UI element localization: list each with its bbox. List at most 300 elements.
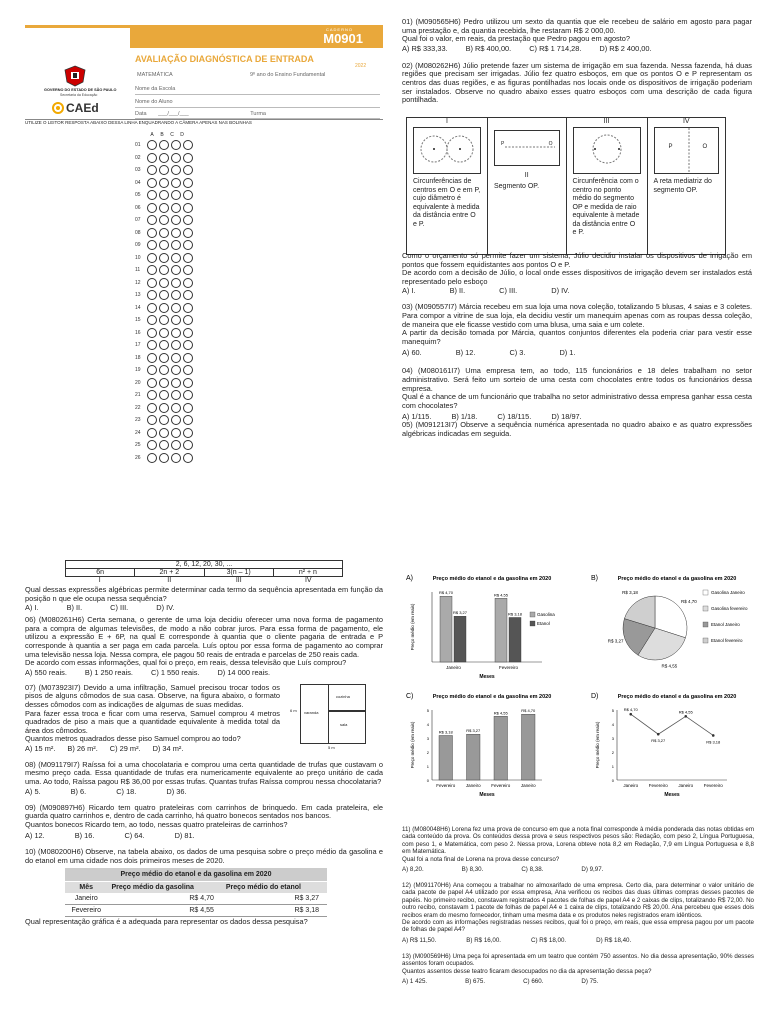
answer-row	[135, 452, 195, 465]
letters-header: A B C D	[150, 131, 184, 138]
answer-bubble-c[interactable]	[171, 328, 181, 338]
data-label: R$ 4,55	[678, 709, 693, 715]
data-label: R$ 4,70	[438, 590, 454, 596]
answer-bubble-d[interactable]	[183, 190, 193, 200]
chart-title: Preço médio do etanol e da gasolina em 2020	[617, 694, 737, 700]
x-tick-label: Fevereiro	[436, 783, 456, 788]
answer-bubble-b[interactable]	[159, 428, 169, 438]
answer-bubble-b[interactable]	[159, 365, 169, 375]
data-label: R$ 3,27	[651, 738, 666, 744]
y-tick-label: 2	[611, 750, 614, 755]
chart-x-label: Meses	[664, 792, 680, 798]
answer-bubble-a[interactable]	[147, 303, 157, 313]
q09-text: 09) (M090897H6) Ricardo tem quatro prateleiras com carrinhos de brinquedo. Em cada prateleira, ele guarda quatro carrinhos e, dentro de cada carrinho, há quatro bonecos sentados nos bancos.	[25, 802, 383, 821]
answer-row-number: 05	[135, 192, 141, 199]
answer-bubble-d[interactable]	[183, 153, 193, 163]
answer-bubble-b[interactable]	[159, 153, 169, 163]
scan-instruction: UTILIZE O LEITOR RESPOSTA ABAIXO DESSA LINHA ENQUADRANDO A CÂMERA APENAS NAS BOLINHAS	[25, 119, 383, 125]
answer-row-number: 10	[135, 254, 141, 261]
right-top-column-2	[402, 252, 752, 439]
answer-bubble-b[interactable]	[159, 303, 169, 313]
answer-bubble-b[interactable]	[159, 315, 169, 325]
answer-bubble-a[interactable]	[147, 340, 157, 350]
y-tick-label: 5	[611, 708, 614, 713]
answer-row	[135, 239, 195, 252]
answer-bubble-c[interactable]	[171, 453, 181, 463]
chart-letter: D)	[591, 693, 599, 700]
q11-options: A) 8,20. B) 8,30. C) 8,38. D) 9,97.	[402, 866, 604, 874]
chart-y-label: Preço médio (em reais)	[595, 721, 600, 769]
answer-row	[135, 277, 195, 290]
answer-bubble-c[interactable]	[171, 403, 181, 413]
answer-bubble-b[interactable]	[159, 215, 169, 225]
answer-bubble-d[interactable]	[183, 140, 193, 150]
answer-bubble-c[interactable]	[171, 278, 181, 288]
answer-bubble-c[interactable]	[171, 390, 181, 400]
q01-option-d: D) R$ 2 400,00.	[599, 43, 652, 53]
data-label: R$ 3,27	[452, 610, 468, 616]
x-tick-label: Janeiro	[446, 665, 461, 670]
line-point	[712, 734, 715, 737]
chart-x-label: Meses	[479, 674, 495, 680]
answer-row-number: 21	[135, 392, 141, 399]
answer-bubble-b[interactable]	[159, 403, 169, 413]
q01-text: 01) (M090565H6) Pedro utilizou um sexto da quantia que ele recebeu de salário em agosto para pagar uma prestação e, da quantia recebida, lhe restaram R$ 2 000,00.	[402, 17, 752, 35]
answer-bubble-c[interactable]	[171, 303, 181, 313]
answer-bubble-b[interactable]	[159, 440, 169, 450]
answer-row	[135, 427, 195, 440]
grade-label: 9º ano do Ensino Fundamental	[250, 72, 326, 78]
caderno-label: CADERNO	[325, 27, 353, 32]
answer-bubble-d[interactable]	[183, 278, 193, 288]
answer-bubble-d[interactable]	[183, 440, 193, 450]
answer-row-number: 26	[135, 454, 141, 461]
answer-row-number: 18	[135, 354, 141, 361]
answer-bubble-d[interactable]	[183, 378, 193, 388]
answer-row	[135, 439, 195, 452]
q03-text: 03) (M090557I7) Márcia recebeu em sua loja uma nova coleção, totalizando 5 blusas, 4 saias e 3 coletes. Para compor a vitrine de sua loja, ela decidiu vestir um manequim apenas com as roupas dessa coleção, de maneira que ele ficasse vestido com uma blusa, uma saia e um colete.	[402, 302, 752, 329]
date-turma-field[interactable]: Data ___/___/___ Turma	[135, 111, 380, 119]
answer-bubble-a[interactable]	[147, 365, 157, 375]
y-tick-label: 1	[426, 764, 429, 769]
data-label: R$ 3,27	[466, 728, 481, 734]
answer-row-number: 02	[135, 154, 141, 161]
answer-bubble-d[interactable]	[183, 228, 193, 238]
answer-bubble-c[interactable]	[171, 153, 181, 163]
answer-bubble-c[interactable]	[171, 315, 181, 325]
answer-row	[135, 402, 195, 415]
y-tick-label: 2	[426, 750, 429, 755]
caed-logo-icon	[52, 102, 64, 114]
q03-option-b: B) 12.	[455, 348, 476, 358]
answer-row-number: 07	[135, 217, 141, 224]
y-tick-label: 3	[611, 736, 614, 741]
answer-bubble-b[interactable]	[159, 190, 169, 200]
answer-bubble-c[interactable]	[171, 190, 181, 200]
answer-bubble-a[interactable]	[147, 290, 157, 300]
answer-bubble-d[interactable]	[183, 203, 193, 213]
q04-option-b: B) 1/18.	[451, 412, 478, 422]
answer-row	[135, 389, 195, 402]
answer-bubble-c[interactable]	[171, 265, 181, 275]
bar-etanol	[454, 616, 466, 662]
answer-row-number: 24	[135, 429, 141, 436]
answer-row	[135, 377, 195, 390]
state-government: GOVERNO DO ESTADO DE SÃO PAULO	[44, 88, 117, 92]
data-label: R$ 3,18	[438, 729, 453, 735]
data-label: R$ 4,55	[661, 663, 678, 669]
exam-year: 2022	[355, 63, 367, 69]
sketch-i-desc: Circunferências de centros em O e em P, cujo diâmetro é equivalente à medida da distância entre O e P.	[413, 178, 481, 228]
q01-options	[402, 44, 752, 53]
legend-entry: Gasolina Janeiro	[711, 590, 745, 595]
bar-gasolina	[440, 596, 452, 662]
q06-options: A) 550 reais. B) 1 250 reais. C) 1 550 reais. D) 14 000 reais.	[25, 667, 271, 677]
sketch-iv-drawing: P O	[654, 127, 720, 174]
sketch-iii-desc: Circunferência com o centro no ponto médio do segmento OP e medida de raio equivalente à metade da distância entre O e P.	[572, 178, 640, 236]
data-label: R$ 3,27	[607, 638, 624, 644]
q01-option-c: C) R$ 1 714,28.	[529, 43, 582, 53]
sketch-i-drawing	[413, 127, 481, 174]
answer-bubble-c[interactable]	[171, 228, 181, 238]
q03-option-d: D) 1.	[559, 348, 576, 358]
legend-swatch	[703, 590, 708, 595]
chart-title: Preço médio do etanol e da gasolina em 2020	[617, 576, 737, 582]
answer-bubble-a[interactable]	[147, 253, 157, 263]
answer-bubble-c[interactable]	[171, 340, 181, 350]
q05-text: 05) (M091213I7) Observe a sequência numérica apresentada no quadro abaixo e as quatro expressões algébricas indicadas em seguida.	[402, 420, 752, 438]
bar	[522, 714, 536, 780]
secretaria: Secretaria da Educação	[60, 93, 98, 97]
x-tick-label: Janeiro	[678, 783, 694, 788]
answer-bubble-a[interactable]	[147, 190, 157, 200]
answer-bubble-b[interactable]	[159, 178, 169, 188]
answer-bubble-a[interactable]	[147, 453, 157, 463]
answer-row	[135, 414, 195, 427]
answer-bubble-d[interactable]	[183, 178, 193, 188]
y-tick-label: 4	[426, 722, 429, 727]
answer-bubble-c[interactable]	[171, 140, 181, 150]
answer-row-number: 09	[135, 242, 141, 249]
y-tick-label: 1	[611, 764, 614, 769]
header-bar	[130, 25, 383, 48]
legend-swatch	[703, 606, 708, 611]
q07-block	[25, 684, 383, 754]
answer-bubble-d[interactable]	[183, 165, 193, 175]
sketch-cell-ii: P O II Segmento OP.	[488, 118, 567, 254]
q02-question: De acordo com a decisão de Júlio, o local onde esses dispositivos de irrigação devem ser instalados está representado pelo esboço	[402, 268, 752, 286]
sketch-iv-desc: A reta mediatriz do segmento OP.	[653, 178, 712, 194]
y-tick-label: 4	[611, 722, 614, 727]
chart-y-label: Preço médio (em reais)	[410, 721, 415, 769]
answer-bubble-d[interactable]	[183, 253, 193, 263]
sketch-cell-i: I Circunferências de centros em O e em P, cujo diâmetro é equivalente à medida da distância entre O e P.	[407, 118, 488, 254]
answer-bubble-b[interactable]	[159, 165, 169, 175]
x-tick-label: Janeiro	[465, 783, 481, 788]
answer-bubble-b[interactable]	[159, 140, 169, 150]
bar-etanol	[509, 617, 521, 662]
q06-question: De acordo com essas informações, qual foi o preço, em reais, dessa televisão que Luís comprou?	[25, 658, 347, 668]
data-label: R$ 4,70	[623, 707, 638, 713]
answer-row	[135, 314, 195, 327]
answer-row	[135, 327, 195, 340]
answer-bubble-b[interactable]	[159, 453, 169, 463]
q12-question: De acordo com as informações registradas nesses recibos, qual foi o preço, em reais, que essa empresa pagou por um pacote de folhas de papel A4?	[402, 919, 754, 934]
answer-bubble-c[interactable]	[171, 428, 181, 438]
y-tick-label: 0	[426, 778, 429, 783]
answer-bubble-a[interactable]	[147, 428, 157, 438]
answer-bubble-b[interactable]	[159, 240, 169, 250]
q02-option-b: B) II.	[449, 286, 466, 296]
q07-question: Quantos metros quadrados desse piso Samuel comprou ao todo?	[25, 734, 241, 744]
answer-row-number: 19	[135, 367, 141, 374]
answer-row	[135, 352, 195, 365]
legend-entry: Etanol	[537, 621, 550, 626]
q03-option-a: A) 60.	[402, 348, 422, 358]
answer-row-number: 16	[135, 329, 141, 336]
q11-text: 11) (M080048H6) Lorena fez uma prova de concurso em que a nota final corresponde à média ponderada das notas obtidas em cada conteúdo da prova. Os conteúdos dessa prova e seus respectivos pesos são: Redação, com peso 2, Língua Portuguesa, com peso 1, e Matemática, com peso 2. Nessa prova, Lorena obteve nota 8,2 em Redação, 7,9 em Língua Portuguesa e 8,8 em Matemática.	[402, 826, 754, 856]
answer-row	[135, 139, 195, 152]
answer-bubble-c[interactable]	[171, 365, 181, 375]
right-bottom-column	[402, 826, 754, 985]
answer-bubble-a[interactable]	[147, 378, 157, 388]
answer-row	[135, 227, 195, 240]
answer-bubble-b[interactable]	[159, 390, 169, 400]
q08-text: 08) (M091179I7) Raíssa foi a uma chocolataria e comprou uma certa quantidade de trufas que custavam o mesmo preço cada. Essa quantidade de trufas era numericamente equivalente ao preço unitário de cada uma. Ao todo, Raíssa pagou R$ 36,00 por essas trufas. Quantas trufas Raíssa comprou nessa chocolataria?	[25, 759, 383, 786]
answer-bubble-a[interactable]	[147, 353, 157, 363]
answer-row	[135, 302, 195, 315]
answer-row-number: 13	[135, 292, 141, 299]
table-row: Fevereiro R$ 4,55 R$ 3,18	[65, 904, 327, 916]
table-row: Janeiro R$ 4,70 R$ 3,27	[65, 893, 327, 905]
answer-bubble-d[interactable]	[183, 328, 193, 338]
answer-bubble-a[interactable]	[147, 240, 157, 250]
q13-text: 13) (M090569H6) Uma peça foi apresentada em um teatro que contém 750 assentos. No dia dessa apresentação, 90% desses assentos foram ocupados.	[402, 952, 754, 968]
answer-bubble-a[interactable]	[147, 328, 157, 338]
answer-bubble-a[interactable]	[147, 440, 157, 450]
answer-bubble-d[interactable]	[183, 353, 193, 363]
q10-charts-svg	[400, 572, 760, 802]
answer-bubble-d[interactable]	[183, 390, 193, 400]
answer-bubble-b[interactable]	[159, 328, 169, 338]
answer-row-number: 15	[135, 317, 141, 324]
answer-bubble-a[interactable]	[147, 203, 157, 213]
sketch-ii-drawing: P O	[494, 130, 560, 166]
answer-bubble-c[interactable]	[171, 440, 181, 450]
caed-logo	[52, 101, 99, 115]
answer-bubble-a[interactable]	[147, 415, 157, 425]
legend-entry: Gasolina	[537, 612, 555, 617]
answer-bubble-b[interactable]	[159, 340, 169, 350]
answer-bubble-c[interactable]	[171, 240, 181, 250]
answer-bubble-d[interactable]	[183, 415, 193, 425]
answer-bubble-d[interactable]	[183, 265, 193, 275]
answer-bubble-a[interactable]	[147, 153, 157, 163]
q03-options	[402, 348, 752, 357]
q02-more: Como o orçamento só permite fazer um sistema, Júlio decidiu instalar os dispositivos de irrigação em pontos que fossem equidistantes aos pontos O e P.	[402, 251, 752, 269]
answer-bubble-c[interactable]	[171, 290, 181, 300]
q01-question: Qual foi o valor, em reais, da prestação que Pedro pagou em agosto?	[402, 34, 631, 44]
line-point	[629, 713, 632, 716]
caed-wordmark: CAEd	[66, 101, 99, 115]
q01-option-b: B) R$ 400,00.	[465, 43, 512, 53]
answer-bubble-d[interactable]	[183, 240, 193, 250]
answer-row	[135, 177, 195, 190]
answer-bubble-b[interactable]	[159, 278, 169, 288]
exam-title: AVALIAÇÃO DIAGNÓSTICA DE ENTRADA	[135, 54, 314, 64]
answer-row-number: 08	[135, 229, 141, 236]
rooms-floor-plan: cozinha varanda sala 6 m 5 m	[294, 684, 374, 754]
q03-option-c: C) 3.	[509, 348, 526, 358]
answer-bubble-d[interactable]	[183, 365, 193, 375]
left-bottom-column	[25, 560, 383, 926]
legend-entry: Etanol fevereiro	[711, 638, 743, 643]
answer-bubble-d[interactable]	[183, 453, 193, 463]
right-top-column	[402, 18, 752, 105]
answer-bubble-d[interactable]	[183, 428, 193, 438]
answer-bubble-c[interactable]	[171, 165, 181, 175]
answer-bubble-b[interactable]	[159, 228, 169, 238]
answer-row	[135, 214, 195, 227]
data-label: R$ 3,18	[706, 739, 721, 745]
caderno-code: M0901	[323, 31, 363, 46]
line-point	[657, 733, 660, 736]
answer-grid	[135, 130, 195, 464]
q04-question: Qual é a chance de um funcionário que trabalha no setor administrativo dessa empresa ganhar essa cesta com chocolates?	[402, 392, 752, 410]
x-tick-label: Janeiro	[520, 783, 536, 788]
q10-question: Qual representação gráfica é a adequada para representar os dados dessa pesquisa?	[25, 916, 308, 926]
answer-row-number: 01	[135, 142, 141, 149]
data-label: R$ 4,70	[681, 599, 697, 605]
answer-bubble-a[interactable]	[147, 140, 157, 150]
sequence-box: 2, 6, 12, 20, 30, ...	[65, 560, 343, 568]
q02-option-c: C) III.	[499, 286, 518, 296]
answer-row-number: 14	[135, 304, 141, 311]
answer-row	[135, 264, 195, 277]
answer-bubble-a[interactable]	[147, 403, 157, 413]
answer-bubble-c[interactable]	[171, 415, 181, 425]
legend-swatch	[703, 622, 708, 627]
answer-bubble-a[interactable]	[147, 278, 157, 288]
q07-text: 07) (M073923I7) Devido a uma infiltração, Samuel precisou trocar todos os pisos de alguns cômodos de sua casa. Observe, na figura abaixo, o formato desses cômodos com as indicações de algumas de suas medidas.	[25, 682, 280, 709]
answer-row-number: 17	[135, 342, 141, 349]
answer-bubble-a[interactable]	[147, 390, 157, 400]
answer-bubble-b[interactable]	[159, 353, 169, 363]
q02-option-d: D) IV.	[551, 286, 570, 296]
q09-options: A) 12. B) 16. C) 64. D) 81.	[25, 831, 195, 841]
answer-row-number: 03	[135, 167, 141, 174]
answer-bubble-a[interactable]	[147, 178, 157, 188]
answer-bubble-b[interactable]	[159, 290, 169, 300]
y-tick-label: 5	[426, 708, 429, 713]
chart-letter: B)	[591, 575, 598, 582]
chart-letter: C)	[406, 693, 414, 700]
student-name-field[interactable]: Nome do Aluno	[135, 99, 380, 108]
q04-text: 04) (M080161I7) Uma empresa tem, ao todo, 115 funcionários e 18 deles trabalham no setor administrativo. Será feito um sorteio de uma cesta com chocolates entre todos os funcionários dessa empresa.	[402, 366, 752, 393]
legend-entry: Gasolina fevereiro	[711, 606, 748, 611]
answer-bubble-c[interactable]	[171, 253, 181, 263]
answer-row-number: 04	[135, 179, 141, 186]
header-accent-line	[25, 25, 130, 28]
legend-swatch	[703, 638, 708, 643]
bar	[494, 716, 508, 780]
answer-row	[135, 252, 195, 265]
q03-question: A partir da decisão tomada por Márcia, quantos conjuntos diferentes ela poderia criar para vestir esse manequim?	[402, 328, 752, 346]
bar	[467, 734, 481, 780]
legend-swatch	[530, 621, 535, 626]
data-label: R$ 3,18	[622, 590, 638, 596]
answer-bubble-b[interactable]	[159, 203, 169, 213]
q06-text: 06) (M080261H6) Certa semana, o gerente de uma loja decidiu oferecer uma nova forma de pagamento para a compra de algumas televisões, de modo a não cobrar juros. Para essa forma de pagamento, ele utilizou a expressão E + 6P, na qual E corresponde à quantia que o cliente pagaria de entrada e P corresponde à quantia a ser paga em cada parcela. Luís optou por essa forma de pagamento ao comprar uma televisão nessa loja. Nessa compra, ele pagou 50 reais de entrada e parcelas de 250 reais cada.	[25, 615, 383, 659]
answer-bubble-a[interactable]	[147, 215, 157, 225]
chart-title: Preço médio do etanol e da gasolina em 2020	[432, 694, 552, 700]
q08-options: A) 5. B) 6. C) 18. D) 36.	[25, 786, 187, 796]
price-table: Preço médio do etanol e da gasolina em 2020 Mês Preço médio da gasolina Preço médio do etanol Janeiro R$ 4,70 R$ 3,27 Fevereiro R$ 4,55 R$ 3,18	[65, 868, 327, 917]
bar	[439, 735, 453, 780]
sketch-cell-iv: IV P O A reta mediatriz do segmento OP.	[648, 118, 726, 254]
y-tick-label: 0	[611, 778, 614, 783]
data-label: R$ 4,55	[493, 592, 509, 598]
answer-bubble-b[interactable]	[159, 253, 169, 263]
answer-row	[135, 289, 195, 302]
answer-bubble-a[interactable]	[147, 315, 157, 325]
answer-row	[135, 189, 195, 202]
answer-bubble-c[interactable]	[171, 215, 181, 225]
answer-row-number: 25	[135, 442, 141, 449]
answer-bubble-d[interactable]	[183, 403, 193, 413]
answer-bubble-d[interactable]	[183, 303, 193, 313]
answer-bubble-d[interactable]	[183, 340, 193, 350]
q07-more: Para fazer essa troca e ficar com uma reserva, Samuel comprou 4 metros quadrados de piso a mais que a quantidade equivalente à medida total da área dos cômodos.	[25, 708, 280, 735]
answer-bubble-c[interactable]	[171, 203, 181, 213]
chart-title: Preço médio do etanol e da gasolina em 2020	[432, 576, 552, 582]
state-crest-icon	[62, 65, 88, 87]
answer-row-number: 12	[135, 279, 141, 286]
answer-bubble-d[interactable]	[183, 315, 193, 325]
answer-bubble-a[interactable]	[147, 228, 157, 238]
answer-bubble-d[interactable]	[183, 215, 193, 225]
chart-x-label: Meses	[479, 792, 495, 798]
q04-option-c: C) 18/115.	[497, 412, 532, 422]
answer-row-number: 20	[135, 379, 141, 386]
expression-numerals: I II III IV	[98, 577, 312, 584]
q09-question: Quantos bonecos Ricardo tem, ao todo, nessas quatro prateleiras de carrinhos?	[25, 819, 288, 829]
answer-bubble-a[interactable]	[147, 265, 157, 275]
chart-y-label: Preço médio (em reais)	[410, 603, 415, 651]
school-name-field[interactable]: Nome da Escola	[135, 86, 380, 95]
answer-row	[135, 164, 195, 177]
answer-row	[135, 152, 195, 165]
x-tick-label: Fevereiro	[703, 783, 723, 788]
answer-bubble-b[interactable]	[159, 415, 169, 425]
q13-options: A) 1 425. B) 675. C) 660. D) 75.	[402, 978, 599, 986]
q10-text: 10) (M080200H6) Observe, na tabela abaixo, os dados de uma pesquisa sobre o preço médio da gasolina e do etanol em uma cidade nos dois primeiros meses de 2020.	[25, 847, 383, 865]
x-tick-label: Janeiro	[623, 783, 639, 788]
answer-bubble-c[interactable]	[171, 178, 181, 188]
answer-bubble-d[interactable]	[183, 290, 193, 300]
answer-bubble-c[interactable]	[171, 353, 181, 363]
y-tick-label: 3	[426, 736, 429, 741]
answer-row-number: 22	[135, 404, 141, 411]
q11-question: Qual foi a nota final de Lorena na prova desse concurso?	[402, 855, 560, 863]
answer-row	[135, 202, 195, 215]
q02-text: 02) (M080262H6) Júlio pretende fazer um sistema de irrigação em sua fazenda. Nessa fazenda, há duas regiões que precisam ser irrigadas. Júlio fez quatro esboços, em que os pontos O e P representam os centros das duas regiões, e as figuras pontilhadas nos locais onde os dispositivos de irrigação poderiam ser instalados. Observe no quadro abaixo esses quatro esboços com uma descrição de cada figura pontilhada.	[402, 60, 752, 105]
answer-bubble-b[interactable]	[159, 378, 169, 388]
x-tick-label: Fevereiro	[648, 783, 668, 788]
answer-bubble-c[interactable]	[171, 378, 181, 388]
answer-bubble-b[interactable]	[159, 265, 169, 275]
answer-bubble-a[interactable]	[147, 165, 157, 175]
